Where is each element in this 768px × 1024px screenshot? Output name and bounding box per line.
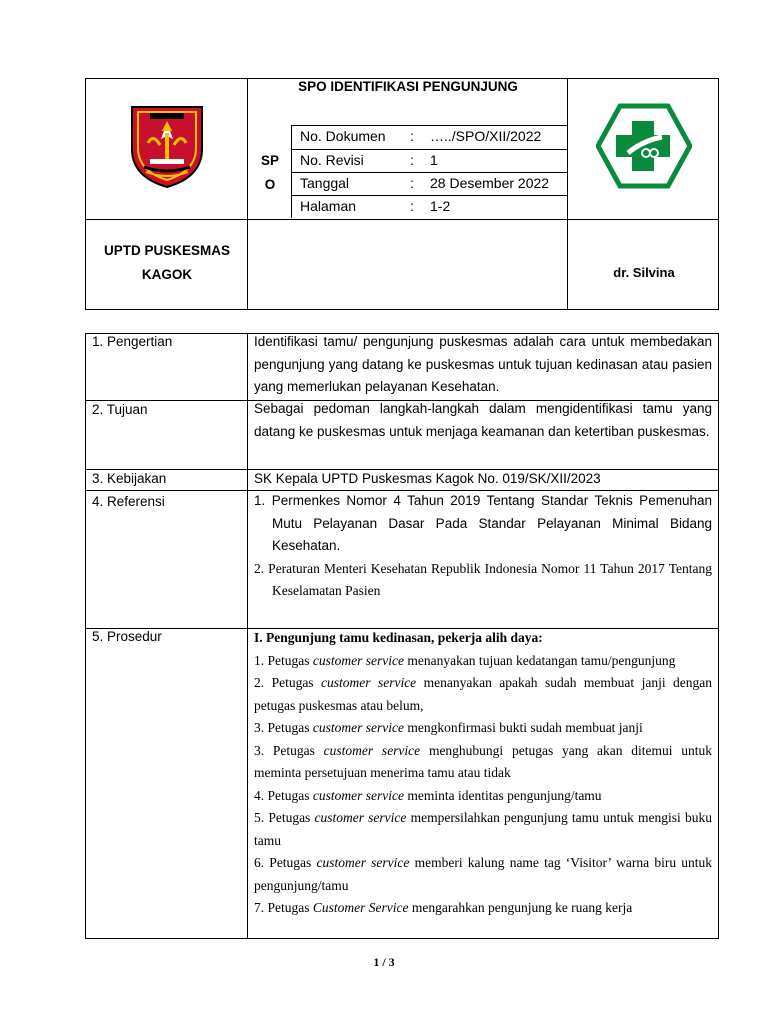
content-table [85, 333, 719, 939]
meta-row-no-revisi [300, 149, 438, 172]
document-title: SPO IDENTIFIKASI PENGUNJUNG [298, 79, 518, 94]
step-text: menanyakan apakah sudah membuat janji dengan petugas puskesmas atau belum, [254, 675, 712, 713]
step-emphasis: customer service [314, 810, 407, 825]
step-emphasis: customer service [312, 787, 404, 803]
procedure-step [254, 672, 712, 717]
step-text: 6. Petugas [254, 855, 317, 870]
procedure-step [254, 852, 712, 897]
step-emphasis: Customer Service [312, 900, 409, 915]
meta-row-tanggal [300, 172, 549, 195]
header-table [85, 78, 719, 310]
puskesmas-cross-icon [596, 103, 692, 189]
meta-value: 28 Desember 2022 [430, 175, 550, 191]
meta-label: No. Dokumen [300, 128, 386, 144]
procedure-heading: I. Pengunjung tamu kedinasan, pekerja alih daya: [254, 630, 543, 645]
section-label-tujuan: 2. Tujuan [92, 402, 148, 417]
organization-name [86, 239, 248, 287]
step-text: 4. Petugas [254, 787, 313, 803]
header-divider [86, 219, 718, 220]
spo-label [248, 149, 292, 197]
meta-sep: : [410, 128, 414, 144]
section-label-prosedur: 5. Prosedur [92, 629, 162, 644]
meta-sep: : [410, 198, 414, 214]
step-emphasis: customer service [316, 855, 410, 870]
meta-row-halaman [300, 195, 450, 218]
step-text: 3. Petugas [254, 742, 324, 758]
meta-value: …../SPO/XII/2022 [430, 128, 542, 144]
organization-line: UPTD PUSKESMAS [103, 243, 230, 258]
step-text: memberi kalung name tag ‘Visitor’ warna biru untuk pengunjung/tamu [254, 855, 712, 893]
step-emphasis: customer service [321, 675, 417, 690]
section-text-pengertian: Identifikasi tamu/ pengunjung puskesmas adalah cara untuk membedakan pengunjung yang datang ke puskesmas untuk tujuan kedinasan atau pasien yang memerlukan pelayanan Kesehatan. [254, 334, 712, 394]
step-text: menghubungi petugas yang akan ditemui untuk meminta persetujuan menerima tamu atau tidak [254, 742, 712, 780]
step-emphasis: customer service [312, 652, 404, 668]
section-label-referensi: 4. Referensi [92, 494, 165, 509]
step-text: 5. Petugas [254, 810, 315, 825]
step-text: 1. Petugas [254, 652, 313, 668]
section-referensi-list [254, 490, 712, 603]
meta-label: No. Revisi [300, 152, 364, 168]
meta-value: 1 [430, 152, 438, 168]
step-text: 2. Petugas [254, 675, 322, 690]
step-text: mengarahkan pengunjung ke ruang kerja [408, 900, 633, 915]
meta-label: Halaman [300, 198, 357, 214]
table-divider [247, 334, 248, 938]
list-item: 1. Permenkes Nomor 4 Tahun 2019 Tentang Standar Teknis Pemenuhan Mutu Pelayanan Dasar Pada Standar Pelayanan Minimal Bidang Kesehatan. [254, 493, 712, 553]
step-text: 7. Petugas [254, 900, 313, 915]
section-label-kebijakan: 3. Kebijakan [92, 471, 167, 486]
city-coat-of-arms-icon [128, 103, 206, 189]
procedure-step [254, 807, 712, 852]
spo-label-part: SP [260, 153, 279, 168]
procedure-step [254, 717, 712, 740]
section-text-tujuan: Sebagai pedoman langkah-langkah dalam mengidentifikasi tamu yang datang ke puskesmas untuk menjaga keamanan dan ketertiban puskesmas. [254, 401, 712, 439]
meta-sep: : [410, 152, 414, 168]
organization-line: KAGOK [141, 267, 193, 282]
page-number: 1 / 3 [373, 955, 395, 969]
spo-label-part: O [264, 177, 276, 192]
section-prosedur-content [254, 627, 712, 939]
list-item: 2. Peraturan Menteri Kesehatan Republik Indonesia Nomor 11 Tahun 2017 Tentang Keselamatan Pasien [254, 560, 712, 598]
step-emphasis: customer service [323, 742, 421, 758]
step-text: mengkonfirmasi bukti sudah membuat janji [403, 720, 643, 735]
section-text-kebijakan: SK Kepala UPTD Puskesmas Kagok No. 019/SK/XII/2023 [254, 471, 601, 486]
signatory-name: dr. Silvina [613, 265, 675, 280]
procedure-step [254, 785, 712, 808]
meta-sep: : [410, 175, 414, 191]
meta-row-no-dokumen [300, 125, 541, 148]
step-text: mempersilahkan pengunjung tamu untuk mengisi buku tamu [254, 810, 712, 848]
section-label-pengertian: 1. Pengertian [92, 334, 173, 349]
step-emphasis: customer service [312, 720, 404, 735]
meta-label: Tanggal [300, 175, 350, 191]
step-text: meminta identitas pengunjung/tamu [403, 787, 602, 803]
meta-value: 1-2 [430, 198, 451, 214]
step-text: menanyakan tujuan kedatangan tamu/pengunjung [403, 652, 676, 668]
procedure-step [254, 650, 712, 673]
procedure-step [254, 897, 712, 920]
procedure-step [254, 740, 712, 785]
step-text: 3. Petugas [254, 720, 313, 735]
